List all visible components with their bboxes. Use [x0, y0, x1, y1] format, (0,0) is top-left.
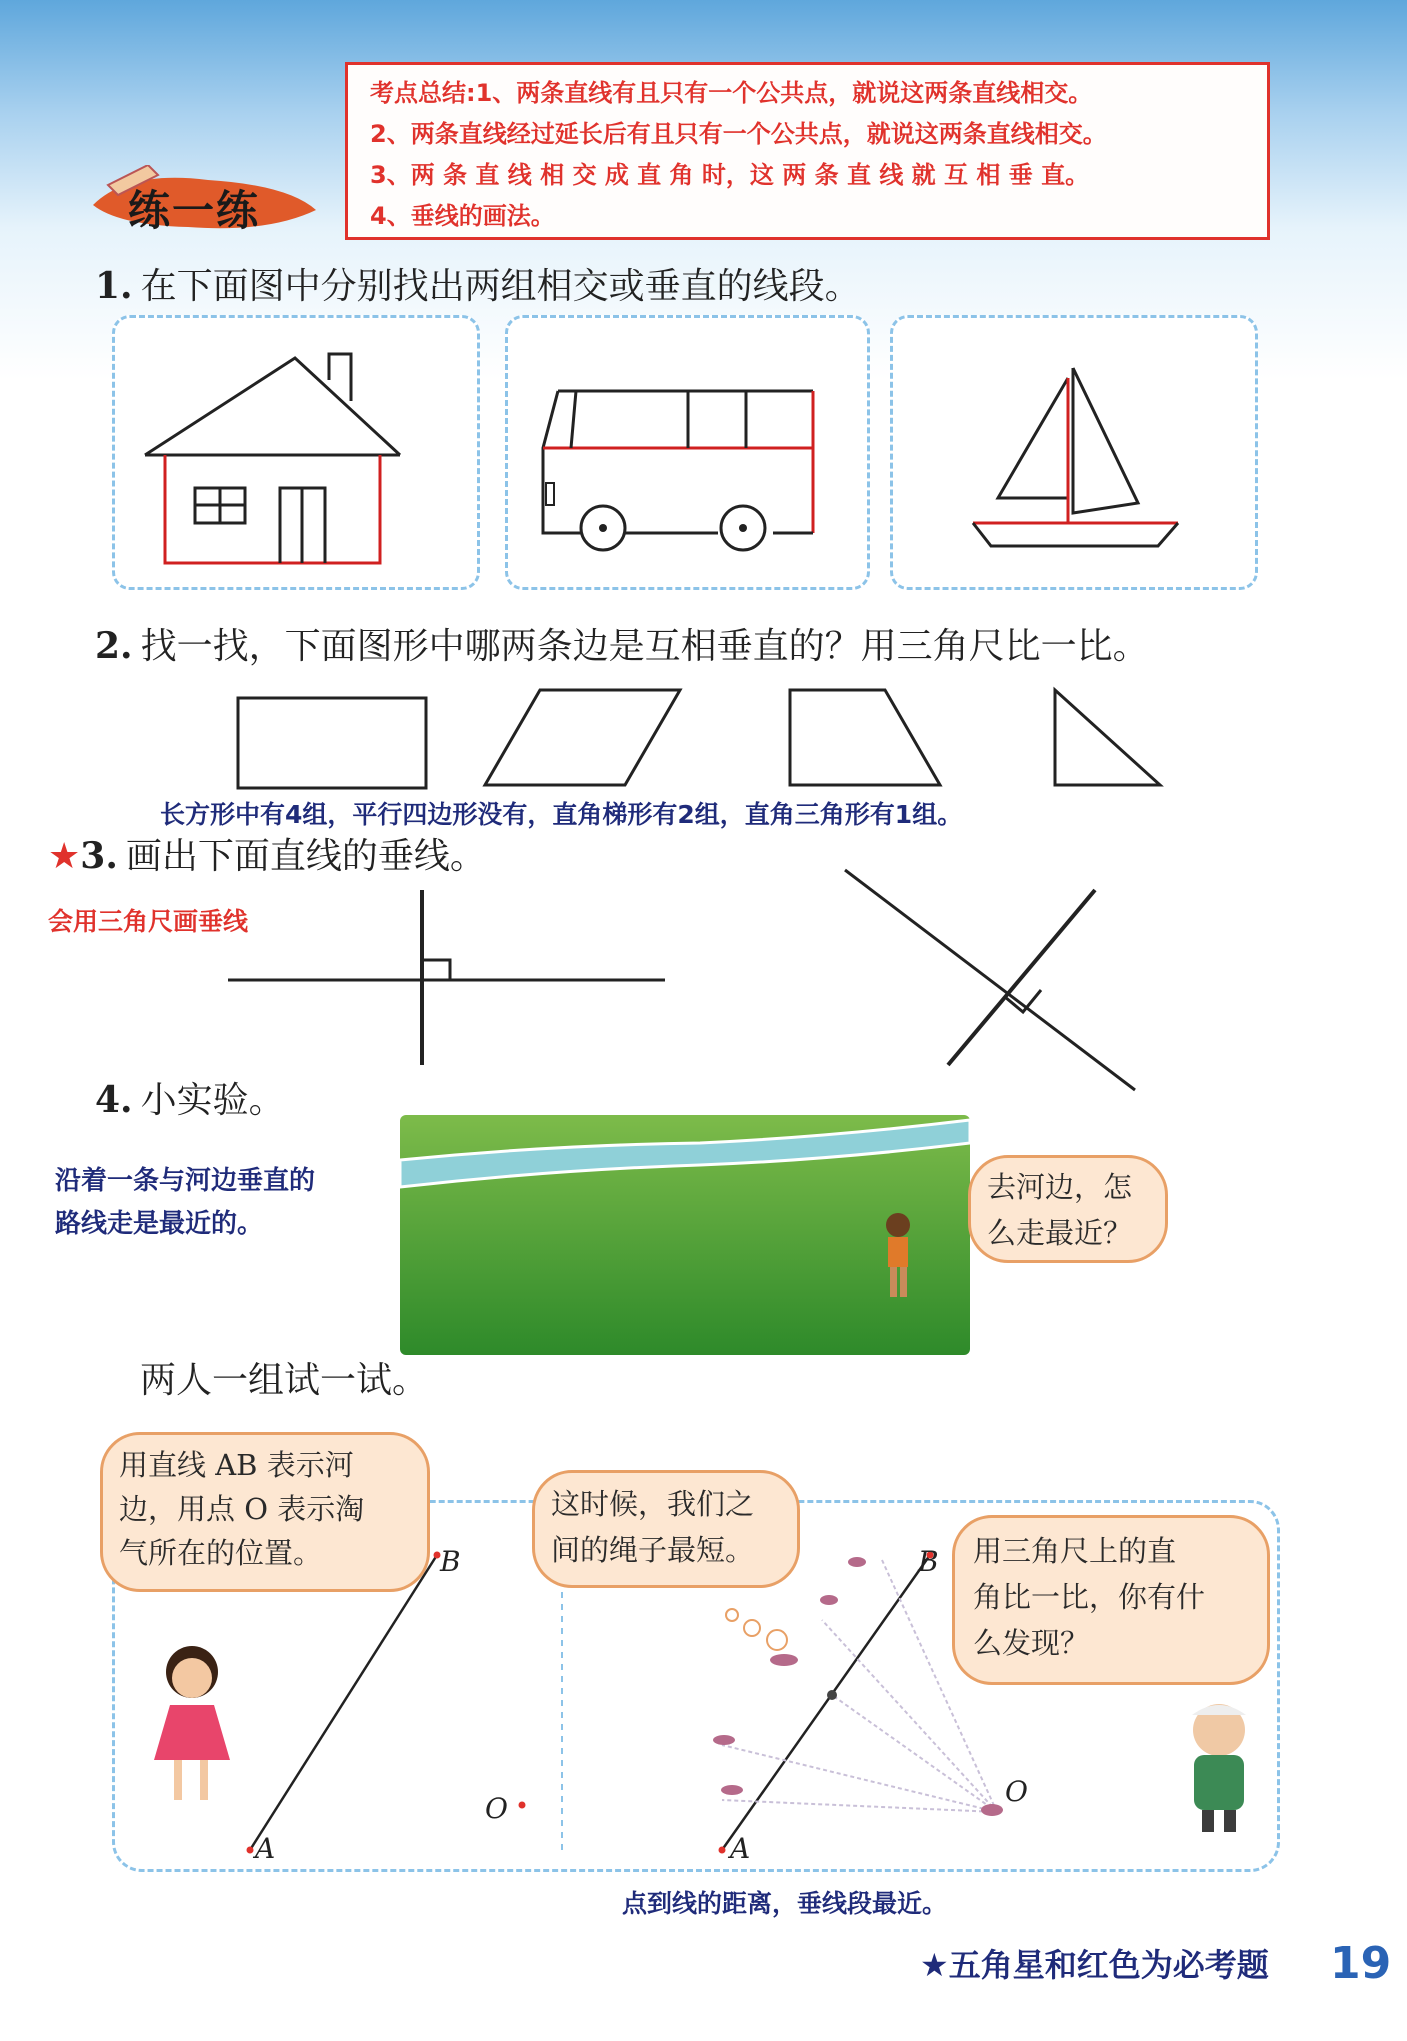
summary-line-2: 2、两条直线经过延长后有且只有一个公共点，就说这两条直线相交。 — [370, 120, 1107, 148]
middle-speech-bubble — [532, 1470, 800, 1588]
point-a-label-right: A — [730, 1832, 751, 1865]
summary-line-1: 考点总结:1、两条直线有且只有一个公共点，就说这两条直线相交。 — [370, 79, 1093, 107]
point-o-label-left: O — [485, 1792, 508, 1825]
point-b-label-left: B — [440, 1545, 461, 1578]
perpendicular-figure — [200, 860, 1160, 1100]
question-1-number: 1. — [95, 265, 133, 307]
banner-title: 练一练 — [128, 186, 261, 235]
star-icon: ★ — [48, 836, 81, 877]
summary-line-4: 4、垂线的画法。 — [370, 202, 555, 230]
parallelogram-shape — [485, 690, 680, 785]
girl-figure — [154, 1646, 230, 1800]
grandpa-figure — [1192, 1704, 1246, 1832]
sailboat-panel — [890, 315, 1258, 590]
middle-bubble-line-1: 这时候，我们之 — [551, 1487, 755, 1521]
try-together-text: 两人一组试一试。 — [140, 1360, 429, 1401]
question-4 — [95, 1072, 285, 1123]
question-3-hint: 会用三角尺画垂线 — [48, 907, 249, 936]
house-figure — [115, 318, 477, 588]
question-4-text: 小实验。 — [140, 1080, 285, 1121]
question-3-number: 3. — [80, 835, 118, 877]
river-bubble-line-2: 么走最近？ — [987, 1216, 1133, 1250]
summary-line-3: 3、两 条 直 线 相 交 成 直 角 时，这 两 条 直 线 就 互 相 垂 直。 — [370, 161, 1090, 189]
question-2-answer: 长方形中有4组，平行四边形没有，直角梯形有2组，直角三角形有1组。 — [160, 800, 963, 829]
question-2 — [95, 618, 1149, 669]
bus-figure — [508, 318, 868, 588]
conclusion-note: 点到线的距离，垂线段最近。 — [622, 1889, 948, 1918]
point-b-label-right: B — [918, 1545, 939, 1578]
question-1 — [95, 258, 861, 309]
river-bubble-line-1: 去河边，怎 — [987, 1170, 1133, 1204]
river-speech-bubble — [968, 1155, 1168, 1263]
point-a-label-left: A — [255, 1832, 276, 1865]
grandpa-bubble-line-3: 么发现？ — [973, 1626, 1090, 1660]
house-panel — [112, 315, 480, 590]
right-triangle-shape — [1055, 690, 1160, 785]
point-o-label-right: O — [1005, 1775, 1028, 1808]
rectangle-shape — [238, 698, 426, 788]
girl-bubble-line-2: 边，用点 O 表示淘 — [119, 1492, 365, 1526]
girl-speech-bubble — [100, 1432, 430, 1592]
middle-bubble-line-2: 间的绳子最短。 — [551, 1533, 755, 1567]
question-2-number: 2. — [95, 625, 133, 667]
grandpa-bubble-line-1: 用三角尺上的直 — [973, 1534, 1177, 1568]
shapes-figure — [230, 680, 1170, 790]
summary-box — [345, 62, 1270, 240]
question-4-hint-line-2: 路线走是最近的。 — [55, 1209, 264, 1239]
grandpa-speech-bubble — [952, 1515, 1270, 1685]
girl-bubble-line-3: 气所在的位置。 — [119, 1536, 323, 1570]
sailboat-figure — [893, 318, 1255, 588]
footer-legend: ★五角星和红色为必考题 — [920, 1946, 1269, 1984]
grandpa-bubble-line-2: 角比一比，你有什 — [973, 1580, 1206, 1614]
bus-panel — [505, 315, 870, 590]
page-number: 19 — [1330, 1938, 1392, 1989]
question-1-text: 在下面图中分别找出两组相交或垂直的线段。 — [140, 266, 861, 307]
question-4-hint-line-1: 沿着一条与河边垂直的 — [55, 1166, 316, 1196]
question-2-text: 找一找，下面图形中哪两条边是互相垂直的？用三角尺比一比。 — [140, 626, 1149, 667]
right-trapezoid-shape — [790, 690, 940, 785]
question-4-number: 4. — [95, 1079, 133, 1121]
river-grass-picture — [400, 1115, 970, 1355]
question-3-text: 画出下面直线的垂线。 — [125, 836, 486, 877]
girl-bubble-line-1: 用直线 AB 表示河 — [119, 1448, 354, 1482]
